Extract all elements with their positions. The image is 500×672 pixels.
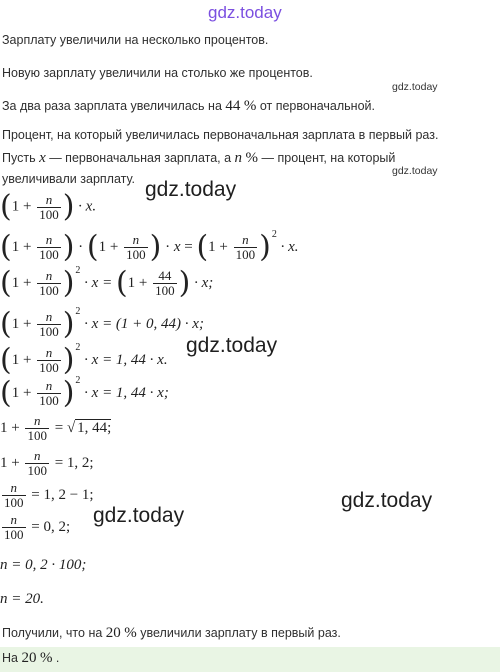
condition-line-3-a: За два раза зарплата увеличилась на <box>2 99 226 113</box>
equation-11: n = 0, 2 · 100; <box>0 557 87 573</box>
equation-2: (1 + $\frac{n}{100}$ ) · (1 + $\frac{n}{100}$ ) · x = (1 + $\frac{n}{100}$ )$^2$ · x. <box>0 229 299 265</box>
condition-line-2: Новую зарплату увеличили на столько же процентов. <box>2 66 313 80</box>
watermark-large-1: gdz.today <box>145 178 237 201</box>
percent-value-44: 44 <box>225 98 241 114</box>
watermark-top: gdz.today <box>208 3 282 22</box>
watermark-large-3: gdz.today <box>341 489 433 512</box>
equation-6: (1 + $\frac{n}{100}$ )$^2$ · x = 1, 44 · x; <box>0 375 169 411</box>
let-line <box>2 150 395 167</box>
var-x: x <box>39 150 46 166</box>
answer-line: На 20 % . <box>2 650 60 666</box>
let-a: Пусть <box>2 151 40 165</box>
let-c: — процент, на который <box>258 151 396 165</box>
watermark-large-2: gdz.today <box>186 334 278 357</box>
equation-3: (1 + $\frac{n}{100}$ )$^2$ · x = (1 + $\frac{44}{100}$ ) · x; <box>0 265 214 301</box>
condition-line-3-b: от первоначальной. <box>256 99 375 113</box>
var-n: n <box>234 150 243 166</box>
equation-4: (1 + $\frac{n}{100}$ )$^2$ · x = (1 + 0, 44) · x; <box>0 306 204 342</box>
watermark-small-2: gdz.today <box>392 165 438 177</box>
watermark-small-1: gdz.today <box>392 81 438 93</box>
question-line: Процент, на который увеличилась первоначальная зарплата в первый раз. <box>2 128 439 142</box>
condition-line-3 <box>2 98 375 115</box>
answer-bar <box>0 647 500 672</box>
let-percent: % <box>245 150 259 166</box>
equation-10: $\frac{n}{100}$ = 0, 2; <box>4 512 71 542</box>
let-b: — первоначальная зарплата, а <box>45 151 235 165</box>
equation-12: n = 20. <box>0 591 44 607</box>
result-line: Получили, что на 20 % увеличили зарплату в первый раз. <box>2 625 341 641</box>
equation-7: 1 + $\frac{n}{100}$ = √ 1, 44; <box>0 413 112 443</box>
percent-sign: % <box>243 98 257 114</box>
let-line-2: увеличивали зарплату. <box>2 172 135 186</box>
equation-9: $\frac{n}{100}$ = 1, 2 − 1; <box>4 480 94 510</box>
equation-8: 1 + $\frac{n}{100}$ = 1, 2; <box>0 448 94 478</box>
equation-1: (1 + $\frac{n}{100}$ ) · x. <box>0 189 97 224</box>
watermark-large-4: gdz.today <box>93 504 185 527</box>
equation-5: (1 + $\frac{n}{100}$ )$^2$ · x = 1, 44 · x. <box>0 342 168 378</box>
condition-line-1: Зарплату увеличили на несколько процентов. <box>2 33 269 47</box>
